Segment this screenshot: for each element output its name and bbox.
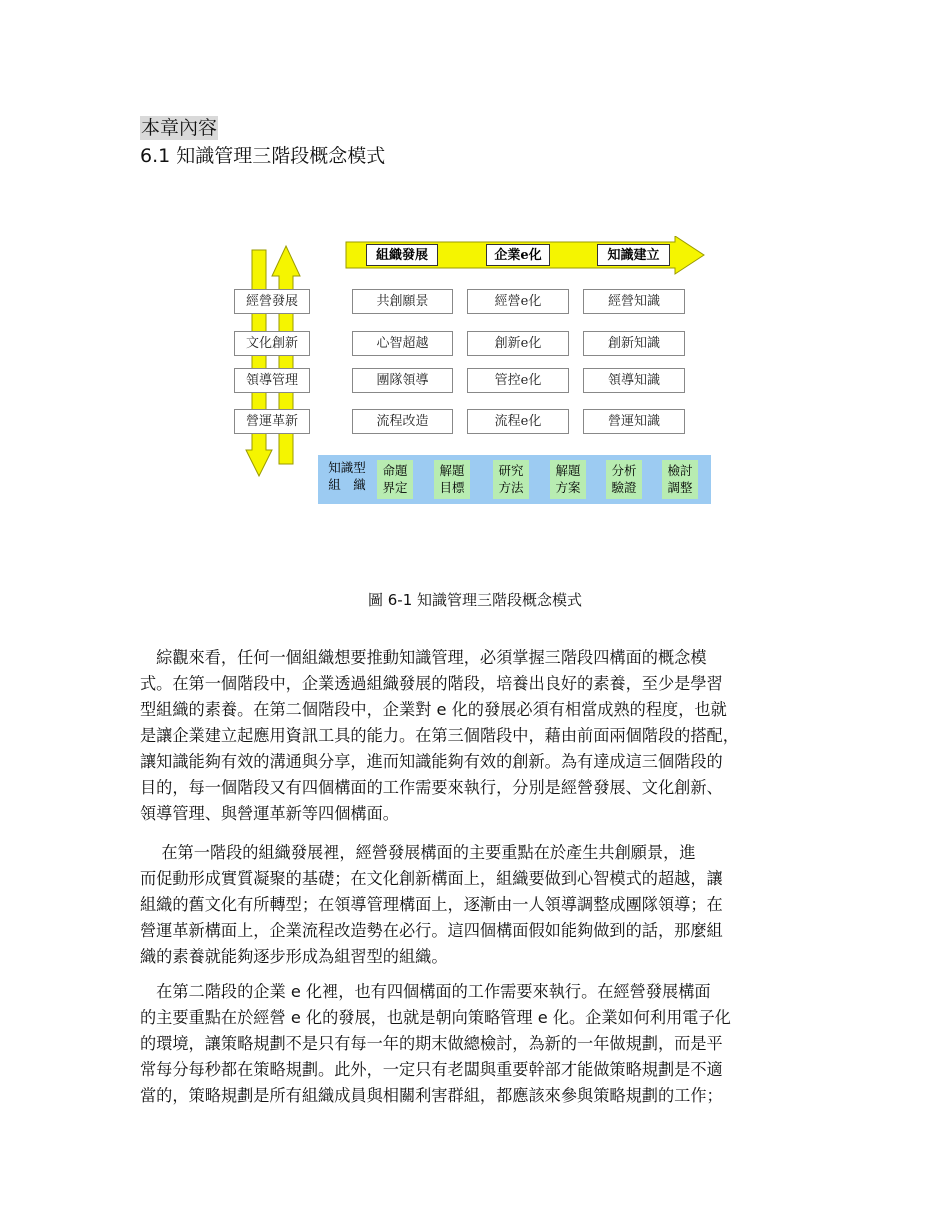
band-step-1-line1: 命題 (382, 463, 408, 478)
paragraph-line: 當的，策略規劃是所有組織成員與相關利害群組，都應該來參與策略規劃的工作； (140, 1086, 723, 1105)
facet-box-2: 文化創新 (234, 331, 310, 356)
figure-caption: 圖 6-1 知識管理三階段概念模式 (367, 591, 583, 609)
facet-box-3: 領導管理 (234, 368, 310, 393)
concept-model-figure (230, 236, 710, 511)
stage-label-2: 企業e化 (486, 244, 550, 266)
paragraph-line: 目的，每一個階段又有四個構面的工作需要來執行，分別是經營發展、文化創新、 (140, 778, 723, 797)
paragraph-line: 的環境，讓策略規劃不是只有每一年的期末做總檢討，為新的一年做規劃，而是平 (140, 1034, 723, 1053)
paragraph-line: 在第一階段的組織發展裡，經營發展構面的主要重點在於產生共創願景，進 (140, 843, 696, 862)
stage-label-1: 組織發展 (366, 244, 438, 266)
paragraph-line: 式。在第一個階段中，企業透過組織發展的階段，培養出良好的素養，至少是學習 (140, 674, 723, 693)
paragraph-line: 領導管理、與營運革新等四個構面。 (140, 804, 399, 823)
grid-cell-r4c2: 流程e化 (467, 409, 569, 434)
grid-cell-r1c3: 經營知識 (583, 289, 685, 314)
band-lead-label (324, 459, 370, 493)
paragraph-line: 的主要重點在於經營 e 化的發展，也就是朝向策略管理 e 化。企業如何利用電子化 (140, 1008, 731, 1027)
band-step-2-line2: 目標 (439, 480, 465, 495)
band-step-1 (377, 460, 413, 499)
band-step-1-line2: 界定 (382, 480, 408, 495)
grid-cell-r3c1: 團隊領導 (352, 368, 453, 393)
grid-cell-r4c1: 流程改造 (352, 409, 453, 434)
paragraph-line: 常每分每秒都在策略規劃。此外，一定只有老闆與重要幹部才能做策略規劃是不適 (140, 1060, 723, 1079)
paragraph-line: 營運革新構面上，企業流程改造勢在必行。這四個構面假如能夠做到的話，那麼組 (140, 921, 723, 940)
grid-cell-r4c3: 營運知識 (583, 409, 685, 434)
paragraph-line: 綜觀來看，任何一個組織想要推動知識管理，必須掌握三階段四構面的概念模 (140, 648, 707, 667)
band-step-3-line2: 方法 (498, 480, 524, 495)
paragraph-line: 織的素養就能夠逐步形成為組習型的組織。 (140, 947, 448, 966)
knowledge-organization-band (318, 455, 711, 504)
grid-cell-r3c2: 管控e化 (467, 368, 569, 393)
paragraph-line: 而促動形成實質凝聚的基礎；在文化創新構面上，組織要做到心智模式的超越，讓 (140, 869, 723, 888)
facet-box-4: 營運革新 (234, 409, 310, 434)
band-step-2 (434, 460, 470, 499)
paragraph-line: 讓知識能夠有效的溝通與分享，進而知識能夠有效的創新。為有達成這三個階段的 (140, 752, 723, 771)
paragraph-line: 是讓企業建立起應用資訊工具的能力。在第三個階段中，藉由前面兩個階段的搭配， (140, 726, 739, 745)
band-lead-line1: 知識型 (328, 460, 366, 475)
paragraph-2 (140, 840, 832, 970)
down-arrow (246, 250, 272, 476)
paragraph-line: 型組織的素養。在第二個階段中，企業對 e 化的發展必須有相當成熟的程度，也就 (140, 700, 727, 719)
band-step-2-line1: 解題 (439, 463, 465, 478)
grid-cell-r2c2: 創新e化 (467, 331, 569, 356)
band-step-6-line2: 調整 (667, 480, 693, 495)
band-step-4 (550, 460, 586, 499)
band-step-3-line1: 研究 (498, 463, 524, 478)
grid-cell-r1c2: 經營e化 (467, 289, 569, 314)
paragraph-1 (140, 645, 832, 827)
chapter-contents-heading: 本章內容 (141, 117, 218, 139)
band-step-6 (662, 460, 698, 499)
paragraph-3 (140, 979, 832, 1109)
band-lead-line2: 組 織 (328, 477, 366, 492)
grid-cell-r3c3: 領導知識 (583, 368, 685, 393)
band-step-5-line1: 分析 (611, 463, 637, 478)
grid-cell-r2c1: 心智超越 (352, 331, 453, 356)
grid-cell-r1c1: 共創願景 (352, 289, 453, 314)
band-step-3 (493, 460, 529, 499)
band-step-5 (606, 460, 642, 499)
band-step-4-line2: 方案 (555, 480, 581, 495)
paragraph-line: 組織的舊文化有所轉型；在領導管理構面上，逐漸由一人領導調整成團隊領導；在 (140, 895, 723, 914)
band-step-4-line1: 解題 (555, 463, 581, 478)
band-step-5-line2: 驗證 (611, 480, 637, 495)
stage-label-3: 知識建立 (597, 244, 670, 266)
band-step-6-line1: 檢討 (667, 463, 693, 478)
section-title: 6.1 知識管理三階段概念模式 (140, 145, 386, 167)
facet-box-1: 經營發展 (234, 289, 310, 314)
grid-cell-r2c3: 創新知識 (583, 331, 685, 356)
paragraph-line: 在第二階段的企業 e 化裡，也有四個構面的工作需要來執行。在經營發展構面 (140, 982, 711, 1001)
